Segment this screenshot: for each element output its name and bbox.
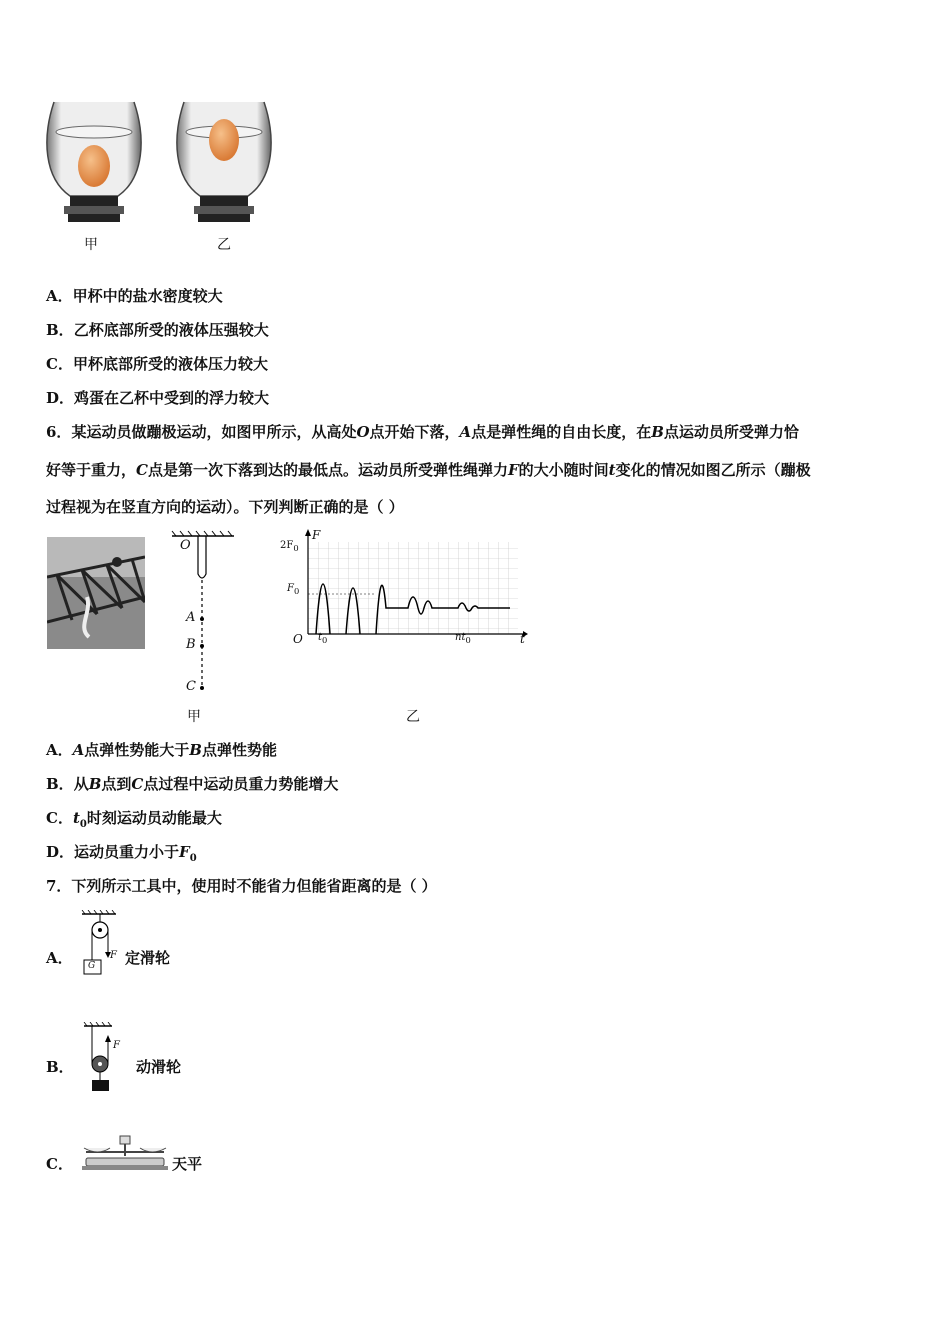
bungee-diagram xyxy=(168,530,238,700)
force-time-graph xyxy=(278,528,528,648)
bungee-photo xyxy=(47,537,145,649)
q5-option-d: D．鸡蛋在乙杯中受到的浮力较大 xyxy=(46,389,270,407)
glasses-illustration xyxy=(40,98,280,258)
graph-axis-F: F xyxy=(312,528,321,542)
graph-tick-nt0: $nt_0$ xyxy=(455,632,471,645)
q6-stem-line1: 6．某运动员做蹦极运动，如图甲所示，从高处O点开始下落，A点是弹性绳的自由长度，在B点运动员所受弹力恰 xyxy=(46,423,799,441)
q6-stem-line3: 过程视为在竖直方向的运动）。下列判断正确的是（ ） xyxy=(46,498,404,516)
diagram-label-O: O xyxy=(180,538,191,553)
q7-stem: 7．下列所示工具中，使用时不能省力但能省距离的是（ ） xyxy=(46,877,437,895)
q6-option-c: C．$t_0$时刻运动员动能最大 xyxy=(46,809,222,830)
fig5-caption-left: 甲 xyxy=(84,237,98,253)
q7-option-a-letter: A． xyxy=(46,949,73,967)
graph-origin: O xyxy=(293,632,303,646)
q5-option-b: B．乙杯底部所受的液体压强较大 xyxy=(46,321,269,339)
q6-stem-line2: 好等于重力，C点是第一次下落到达的最低点。运动员所受弹性绳弹力F的大小随时间t变化的情况如图乙所示（蹦极 xyxy=(46,461,811,479)
glasses-figure xyxy=(40,98,280,258)
balance-figure xyxy=(80,1134,170,1174)
q5-option-a: A．甲杯中的盐水密度较大 xyxy=(46,287,223,305)
fig6-caption-right: 乙 xyxy=(406,709,420,725)
graph-tick-t0: $t_0$ xyxy=(318,632,328,645)
left-glass xyxy=(47,102,141,222)
q6-option-d: D．运动员重力小于$F_0$ xyxy=(46,843,197,864)
movable-pulley-figure xyxy=(80,1022,124,1094)
q6-option-a: A．A点弹性势能大于B点弹性势能 xyxy=(46,741,277,759)
q7-option-a-text: 定滑轮 xyxy=(125,949,171,967)
fig5-caption-right: 乙 xyxy=(217,237,231,253)
diagram-label-B: B xyxy=(186,637,196,652)
graph-tick-2F0: $2F_0$ xyxy=(280,540,299,553)
graph-axis-t: t xyxy=(520,632,525,646)
fixed-pulley-label-G: G xyxy=(88,961,96,971)
q5-option-c: C．甲杯底部所受的液体压力较大 xyxy=(46,355,268,373)
q6-option-b: B．从B点到C点过程中运动员重力势能增大 xyxy=(46,775,339,793)
fixed-pulley-figure xyxy=(76,910,122,978)
movable-pulley-label-F: F xyxy=(113,1040,120,1051)
fixed-pulley-label-F: F xyxy=(110,950,117,961)
diagram-label-C: C xyxy=(186,679,196,694)
right-glass xyxy=(177,102,271,222)
q7-option-b-text: 动滑轮 xyxy=(136,1058,182,1076)
q7-option-c-text: 天平 xyxy=(172,1155,203,1173)
diagram-label-A: A xyxy=(186,610,196,625)
q7-option-c-letter: C． xyxy=(46,1155,73,1173)
q7-option-b-letter: B． xyxy=(46,1058,74,1076)
graph-tick-F0: $F_0$ xyxy=(287,583,300,596)
fig6-caption-left: 甲 xyxy=(187,709,201,725)
